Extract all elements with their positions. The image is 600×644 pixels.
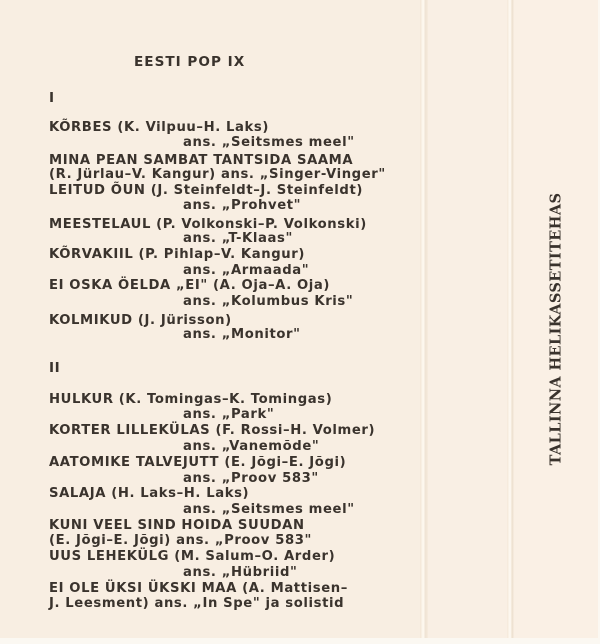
track-title-line: LEITUD ÕUN (J. Steinfeldt–J. Steinfeldt): [49, 183, 363, 198]
track-title-line: KUNI VEEL SIND HOIDA SUUDAN: [49, 518, 305, 533]
fold-line: [507, 0, 514, 638]
track-artist-line: ans. „Kolumbus Kris": [183, 294, 354, 309]
track-title-line: KÕRVAKIIL (P. Pihlap–V. Kangur): [49, 247, 306, 262]
track-artist-line: ans. „Vanemõde": [183, 439, 320, 454]
track-artist-line: ans. „Proov 583": [183, 471, 319, 486]
track-artist-line: (E. Jõgi–E. Jõgi) ans. „Proov 583": [49, 533, 312, 548]
track-artist-line: J. Leesment) ans. „In Spe" ja solistid: [49, 596, 345, 611]
track-title-line: KOLMIKUD (J. Jürisson): [49, 313, 232, 328]
track-artist-line: ans. „Seitsmes meel": [183, 502, 355, 517]
track-artist-line: ans. „Hübriid": [183, 565, 298, 580]
track-title-line: UUS LEHEKÜLG (M. Salum–O. Arder): [49, 549, 336, 564]
spine-publisher: TALLINNA HELIKASSETITEHAS: [547, 192, 565, 466]
track-artist-line: ans. „Prohvet": [183, 198, 302, 213]
track-title-line: MINA PEAN SAMBAT TANTSIDA SAAMA: [49, 153, 354, 168]
fold-line: [420, 0, 428, 638]
track-title-line: EI OLE ÜKSI ÜKSKI MAA (A. Mattisen–: [49, 581, 348, 596]
track-title-line: MEESTELAUL (P. Volkonski–P. Volkonski): [49, 217, 367, 232]
track-title-line: AATOMIKE TALVEJUTT (E. Jõgi–E. Jõgi): [49, 455, 347, 470]
track-title-line: HULKUR (K. Tomingas–K. Tomingas): [49, 392, 333, 407]
track-artist-line: ans. „T-Klaas": [183, 231, 293, 246]
album-title: EESTI POP IX: [134, 54, 246, 70]
track-artist-line: ans. „Monitor": [183, 327, 301, 342]
track-title-line: KORTER LILLEKÜLAS (F. Rossi–H. Volmer): [49, 423, 376, 438]
track-title-line: KÕRBES (K. Vilpuu–H. Laks): [49, 120, 269, 135]
track-artist-line: ans. „Seitsmes meel": [183, 135, 355, 150]
back-flap-panel: [428, 0, 510, 638]
track-artist-line: (R. Jürlau–V. Kangur) ans. „Singer-Vinger": [49, 167, 386, 182]
track-title-line: SALAJA (H. Laks–H. Laks): [49, 486, 250, 501]
track-artist-line: ans. „Park": [183, 407, 275, 422]
track-artist-line: ans. „Armaada": [183, 263, 310, 278]
track-title-line: EI OSKA ÖELDA „EI" (A. Oja–A. Oja): [49, 278, 331, 293]
side-a-label: I: [49, 90, 55, 106]
side-b-label: II: [49, 360, 61, 376]
